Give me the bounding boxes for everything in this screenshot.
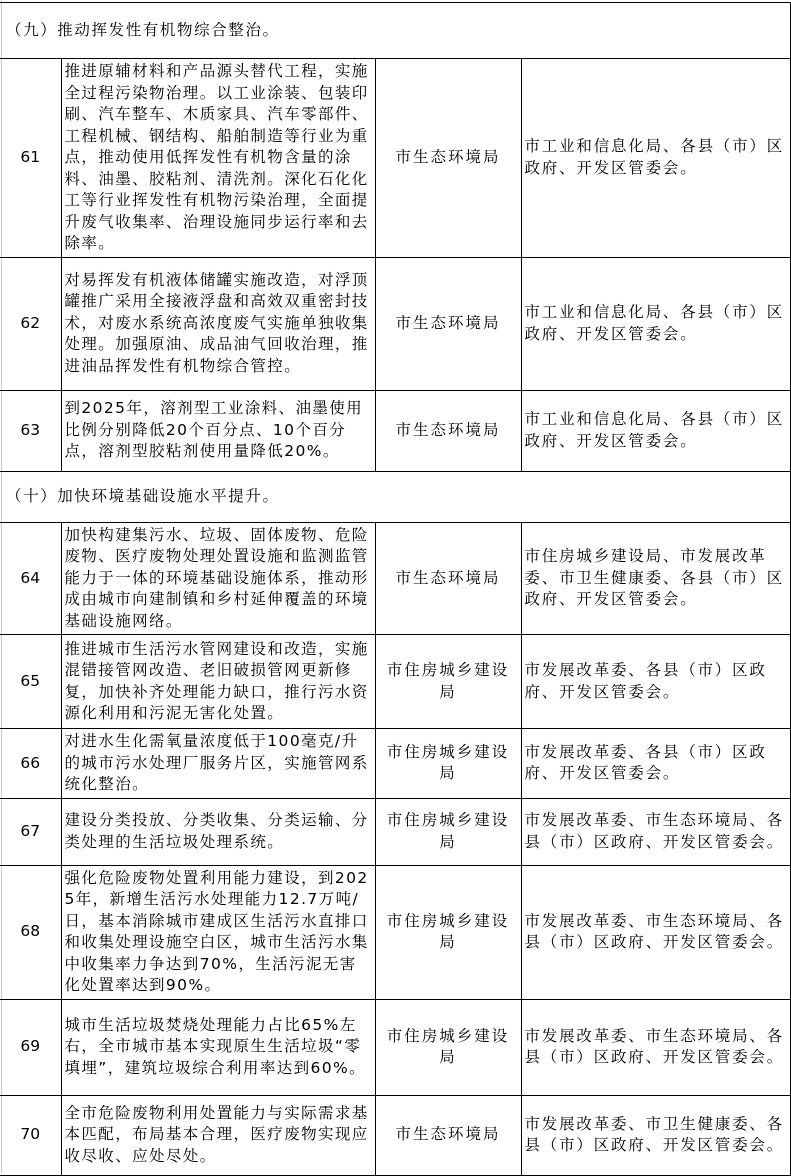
table-row	[0, 635, 790, 729]
cooperating-departments: 市工业和信息化局、各县（市）区政府、开发区管委会。	[521, 390, 790, 471]
lead-department: 市生态环境局	[375, 390, 521, 471]
cooperating-departments: 市发展改革委、市卫生健康委、各县（市）区政府、开发区管委会。	[521, 1095, 790, 1175]
table-row	[0, 729, 790, 799]
section-title: （九）推动挥发性有机物综合整治。	[0, 3, 790, 59]
row-number: 69	[0, 999, 61, 1095]
lead-department: 市生态环境局	[375, 1095, 521, 1175]
row-number: 68	[0, 865, 61, 999]
lead-department: 市生态环境局	[375, 522, 521, 635]
task-content: 加快构建集污水、垃圾、固体废物、危险废物、医疗废物处理处置设施和监测监管能力于一体的环境基础设施体系，推动形成由城市向建制镇和乡村延伸覆盖的环境基础设施网络。	[61, 522, 375, 635]
cooperating-departments: 市工业和信息化局、各县（市）区政府、开发区管委会。	[521, 59, 790, 258]
lead-department: 市生态环境局	[375, 257, 521, 390]
table-row	[0, 999, 790, 1095]
table-row	[0, 390, 790, 471]
row-number: 62	[0, 257, 61, 390]
table-row	[0, 257, 790, 390]
table-row	[0, 59, 790, 258]
row-number: 64	[0, 522, 61, 635]
task-content: 全市危险废物利用处置能力与实际需求基本匹配，布局基本合理，医疗废物实现应收尽收、应处尽处。	[61, 1095, 375, 1175]
task-content: 对易挥发有机液体储罐实施改造，对浮顶罐推广采用全接液浮盘和高效双重密封技术，对废水系统高浓度废气实施单独收集处理。加强原油、成品油气回收治理，推进油品挥发性有机物综合管控。	[61, 257, 375, 390]
row-number: 61	[0, 59, 61, 258]
task-content: 到2025年，溶剂型工业涂料、油墨使用比例分别降低20个百分点、10个百分点，溶剂型胶粘剂使用量降低20%。	[61, 390, 375, 471]
task-content: 推进城市生活污水管网建设和改造，实施混错接管网改造、老旧破损管网更新修复，加快补齐处理能力缺口，推行污水资源化利用和污泥无害化处置。	[61, 635, 375, 729]
lead-department: 市住房城乡建设局	[375, 865, 521, 999]
task-content: 城市生活垃圾焚烧处理能力占比65%左右，全市城市基本实现原生生活垃圾“零填埋”，建筑垃圾综合利用率达到60%。	[61, 999, 375, 1095]
section-header-row	[0, 3, 790, 59]
cooperating-departments: 市发展改革委、市生态环境局、各县（市）区政府、开发区管委会。	[521, 999, 790, 1095]
lead-department: 市住房城乡建设局	[375, 999, 521, 1095]
row-number: 66	[0, 729, 61, 799]
lead-department: 市住房城乡建设局	[375, 729, 521, 799]
task-content: 推进原辅材料和产品源头替代工程，实施全过程污染物治理。以工业涂装、包装印刷、汽车整车、木质家具、汽车零部件、工程机械、钢结构、船舶制造等行业为重点，推动使用低挥发性有机物含量的涂料、油墨、胶粘剂、清洗剂。深化石化化工等行业挥发性有机物污染治理，全面提升废气收集率、治理设施同步运行率和去除率。	[61, 59, 375, 258]
task-table	[0, 2, 791, 1176]
row-number: 65	[0, 635, 61, 729]
task-content: 强化危险废物处置利用能力建设，到2025年，新增生活污水处理能力12.7万吨/日，基本消除城市建成区生活污水直排口和收集处理设施空白区，城市生活污水集中收集率力争达到70%，生活污泥无害化处置率达到90%。	[61, 865, 375, 999]
lead-department: 市住房城乡建设局	[375, 798, 521, 865]
table-row	[0, 522, 790, 635]
cooperating-departments: 市工业和信息化局、各县（市）区政府、开发区管委会。	[521, 257, 790, 390]
lead-department: 市生态环境局	[375, 59, 521, 258]
row-number: 67	[0, 798, 61, 865]
cooperating-departments: 市发展改革委、市生态环境局、各县（市）区政府、开发区管委会。	[521, 798, 790, 865]
section-title: （十）加快环境基础设施水平提升。	[0, 471, 790, 522]
cooperating-departments: 市发展改革委、市生态环境局、各县（市）区政府、开发区管委会。	[521, 865, 790, 999]
table-row	[0, 1095, 790, 1175]
row-number: 63	[0, 390, 61, 471]
section-header-row	[0, 471, 790, 522]
row-number: 70	[0, 1095, 61, 1175]
task-content: 建设分类投放、分类收集、分类运输、分类处理的生活垃圾处理系统。	[61, 798, 375, 865]
table-row	[0, 865, 790, 999]
cooperating-departments: 市住房城乡建设局、市发展改革委、市卫生健康委、各县（市）区政府、开发区管委会。	[521, 522, 790, 635]
lead-department: 市住房城乡建设局	[375, 635, 521, 729]
task-content: 对进水生化需氧量浓度低于100毫克/升的城市污水处理厂服务片区，实施管网系统化整治。	[61, 729, 375, 799]
table-row	[0, 798, 790, 865]
cooperating-departments: 市发展改革委、各县（市）区政府、开发区管委会。	[521, 729, 790, 799]
cooperating-departments: 市发展改革委、各县（市）区政府、开发区管委会。	[521, 635, 790, 729]
